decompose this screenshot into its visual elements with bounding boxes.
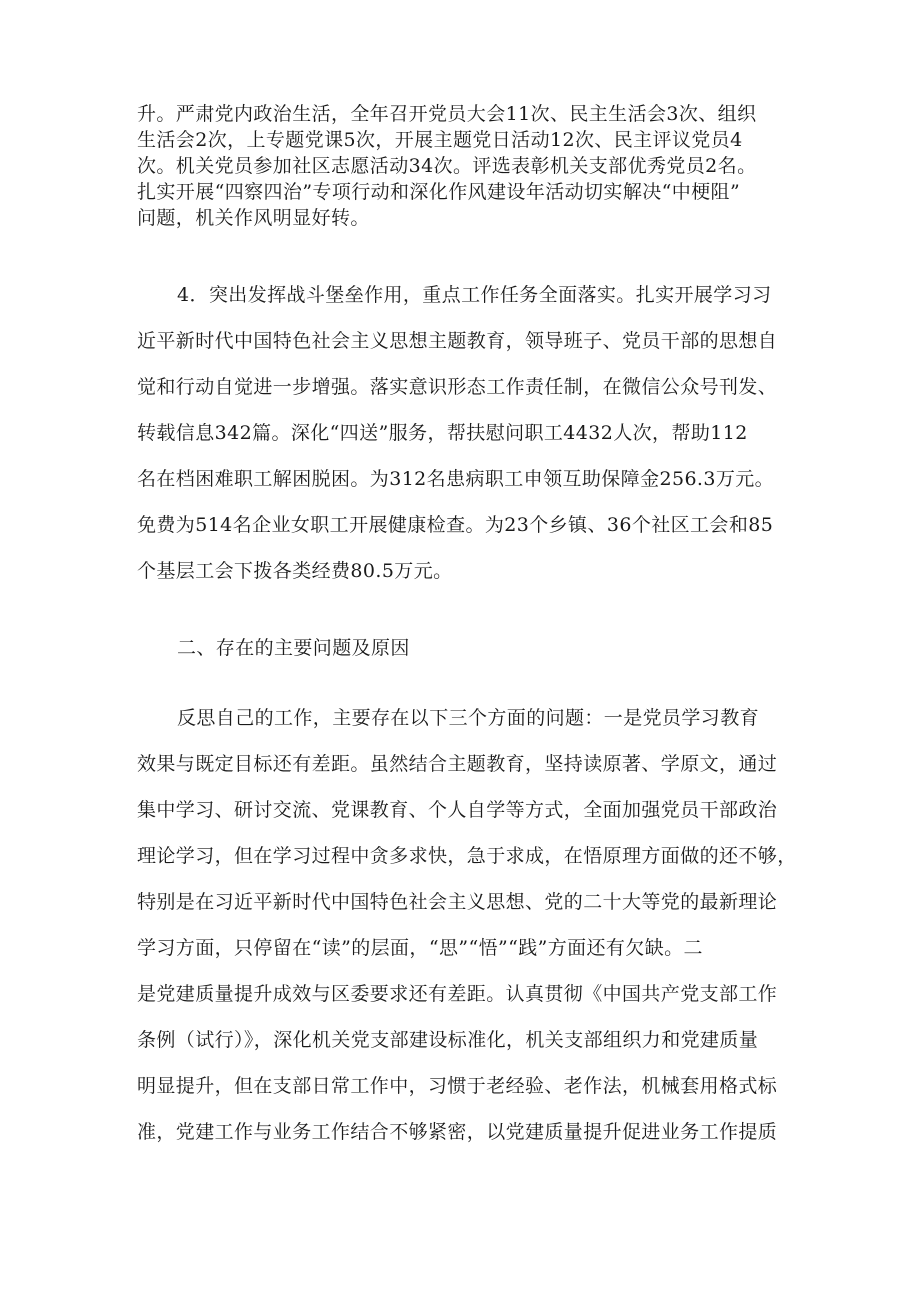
text-line: 免费为514名企业女职工开展健康检查。为23个乡镇、36个社区工会和85 [137, 514, 774, 536]
text-line: 集中学习、研讨交流、党课教育、个人自学等方式，全面加强党员干部政治 [137, 799, 778, 821]
paragraph-party-life [137, 101, 797, 231]
text-line: 效果与既定目标还有差距。虽然结合主题教育，坚持读原著、学原文，通过 [137, 753, 778, 775]
section-heading [137, 625, 797, 671]
text-line: 反思自己的工作，主要存在以下三个方面的问题：一是党员学习教育 [177, 707, 760, 729]
text-line: 特别是在习近平新时代中国特色社会主义思想、党的二十大等党的最新理论 [137, 891, 778, 913]
text-line: 准，党建工作与业务工作结合不够紧密，以党建质量提升促进业务工作提质 [137, 1121, 778, 1143]
paragraph-problems [137, 695, 797, 1155]
text-line: 4．突出发挥战斗堡垒作用，重点工作任务全面落实。扎实开展学习习 [177, 284, 772, 306]
text-line: 升。严肃党内政治生活，全年召开党员大会11次、民主生活会3次、组织 [137, 103, 757, 125]
text-line: 明显提升，但在支部日常工作中，习惯于老经验、老作法，机械套用格式标 [137, 1075, 778, 1097]
text-line: 生活会2次，上专题党课5次，开展主题党日活动12次、民主评议党员4 [137, 129, 743, 151]
text-line: 问题，机关作风明显好转。 [137, 207, 370, 229]
section-heading-text: 二、存在的主要问题及原因 [177, 637, 410, 659]
text-line: 理论学习，但在学习过程中贪多求快，急于求成，在悟原理方面做的还不够， [137, 845, 797, 867]
text-line: 次。机关党员参加社区志愿活动34次。评选表彰机关支部优秀党员2名。 [137, 155, 757, 177]
text-line: 近平新时代中国特色社会主义思想主题教育，领导班子、党员干部的思想自 [137, 330, 778, 352]
text-line: 扎实开展“四察四治”专项行动和深化作风建设年活动切实解决“中梗阻” [137, 181, 741, 203]
text-line: 觉和行动自觉进一步增强。落实意识形态工作责任制，在微信公众号刊发、 [137, 376, 778, 398]
text-line: 是党建质量提升成效与区委要求还有差距。认真贯彻《中国共产党支部工作 [137, 983, 778, 1005]
text-line: 名在档困难职工解困脱困。为312名患病职工申领互助保障金256.3万元。 [137, 468, 775, 490]
text-line: 个基层工会下拨各类经费80.5万元。 [137, 560, 453, 582]
text-line: 学习方面，只停留在“读”的层面，“思”“悟”“践”方面还有欠缺。二 [137, 937, 703, 959]
paragraph-fortress-role [137, 272, 797, 594]
text-line: 条例（试行）》，深化机关党支部建设标准化，机关支部组织力和党建质量 [137, 1029, 759, 1051]
text-line: 转载信息342篇。深化“四送”服务，帮扶慰问职工4432人次，帮助112 [137, 422, 748, 444]
